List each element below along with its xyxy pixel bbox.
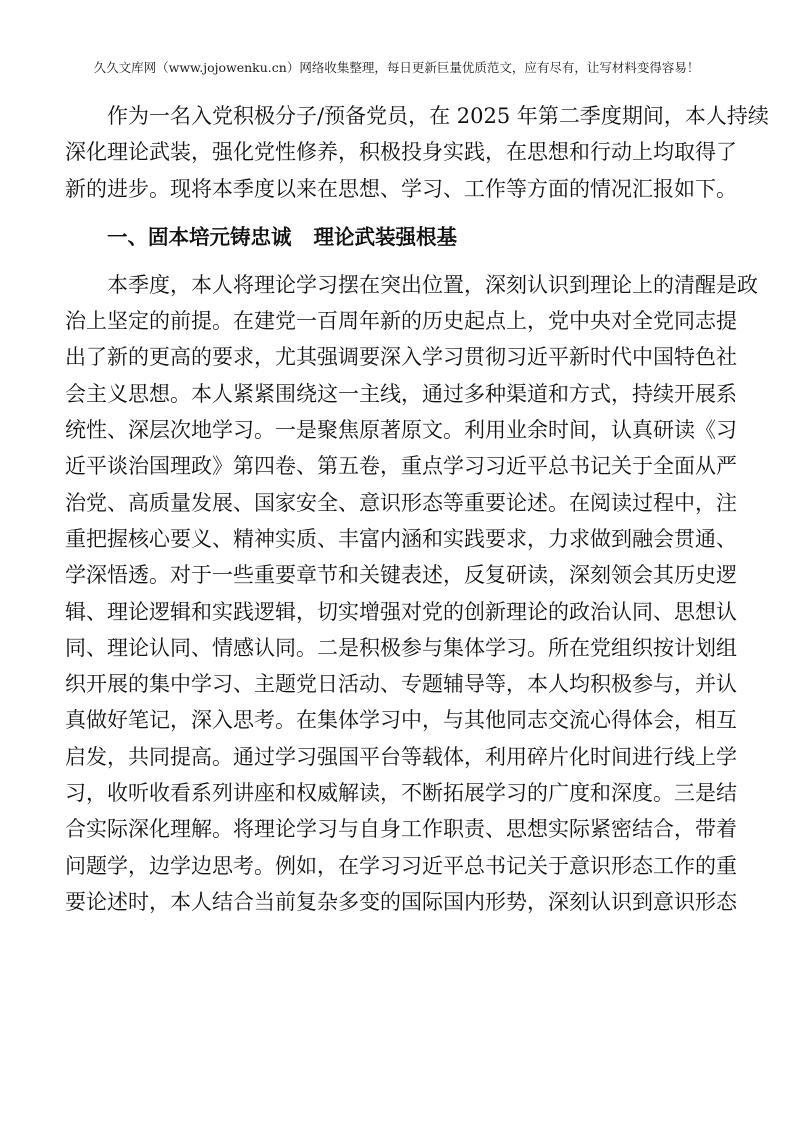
text-line: 重把握核心要义、精神实质、丰富内涵和实践要求，力求做到融会贯通、 (65, 526, 737, 551)
document-body (65, 98, 769, 920)
text-line: 新的进步。现将本季度以来在思想、学习、工作等方面的情况汇报如下。 (65, 176, 737, 201)
section-heading-part1: 一、固本培元铸忠诚 (107, 224, 292, 249)
text-line: 学深悟透。对于一些重要章节和关键表述，反复研读，深刻领会其历史逻 (65, 563, 737, 588)
text-line: 问题学，边学边思考。例如，在学习习近平总书记关于意识形态工作的重 (65, 853, 737, 878)
text-line: 深化理论武装，强化党性修养，积极投身实践，在思想和行动上均取得了 (65, 140, 737, 165)
intro-paragraph (65, 98, 769, 207)
text-line: 要论述时，本人结合当前复杂多变的国际国内形势，深刻认识到意识形态 (65, 889, 737, 914)
text-line: 治党、高质量发展、国家安全、意识形态等重要论述。在阅读过程中，注 (65, 490, 737, 515)
section-paragraph (65, 267, 758, 920)
section-heading (107, 219, 723, 255)
text-line: 习，收听收看系列讲座和权威解读，不断拓展学习的广度和深度。三是结 (65, 781, 737, 806)
text-line: 同、理论认同、情感认同。二是积极参与集体学习。所在党组织按计划组 (65, 635, 737, 660)
text-line: 出了新的更高的要求，尤其强调要深入学习贯彻习近平新时代中国特色社 (65, 345, 737, 370)
text-line: 近平谈治国理政》第四卷、第五卷，重点学习习近平总书记关于全面从严 (65, 454, 737, 479)
section-heading-part2: 理论武装强根基 (313, 224, 457, 249)
text-line: 治上坚定的前提。在建党一百周年新的历史起点上，党中央对全党同志提 (65, 309, 737, 334)
text-line: 启发，共同提高。通过学习强国平台等载体，利用碎片化时间进行线上学 (65, 744, 737, 769)
text-line: 作为一名入党积极分子/预备党员，在 2025 年第二季度期间，本人持续 (107, 104, 769, 128)
text-line: 统性、深层次地学习。一是聚焦原著原文。利用业余时间，认真研读《习 (65, 418, 737, 443)
text-line: 本季度，本人将理论学习摆在突出位置，深刻认识到理论上的清醒是政 (107, 272, 758, 297)
text-line: 织开展的集中学习、主题党日活动、专题辅导等，本人均积极参与，并认 (65, 672, 737, 697)
text-line: 合实际深化理解。将理论学习与自身工作职责、思想实际紧密结合，带着 (65, 817, 737, 842)
page-header: 久久文库网（www.jojowenku.cn）网络收集整理，每日更新巨量优质范文，应有尽有，让写材料变得容易！ (93, 60, 700, 75)
text-line: 会主义思想。本人紧紧围绕这一主线，通过多种渠道和方式，持续开展系 (65, 381, 737, 406)
text-line: 辑、理论逻辑和实践逻辑，切实增强对党的创新理论的政治认同、思想认 (65, 599, 737, 624)
text-line: 真做好笔记，深入思考。在集体学习中，与其他同志交流心得体会，相互 (65, 708, 737, 733)
